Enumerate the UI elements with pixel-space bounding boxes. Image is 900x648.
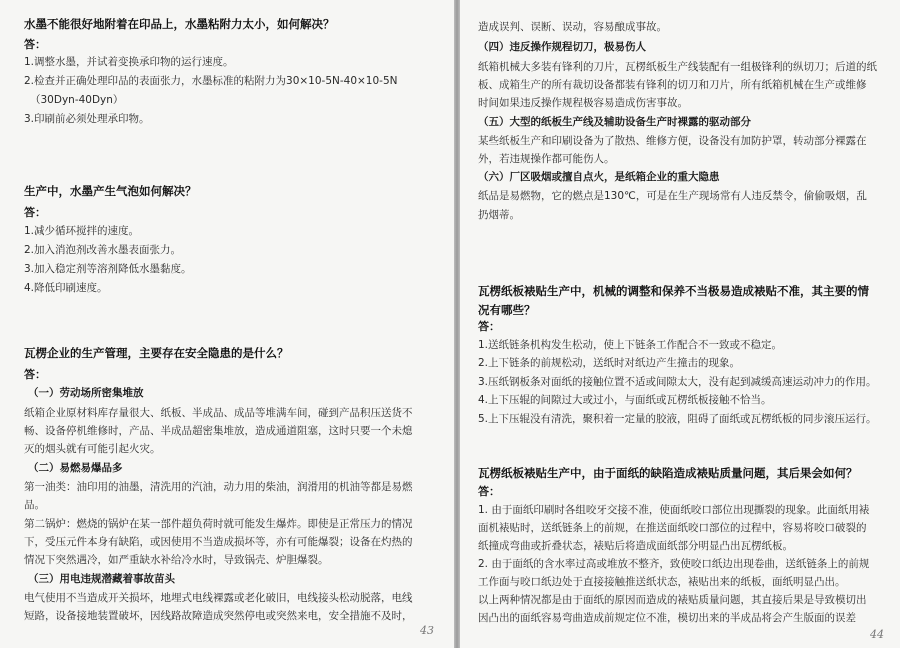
paragraph-line: 灭的烟头就有可能引起火灾。 bbox=[24, 443, 161, 455]
answer-line: 3.加入稳定剂等溶剂降低水墨黏度。 bbox=[24, 263, 192, 275]
answer-line: 3.压纸钢板条对面纸的接触位置不适或间隙太大，没有起到减缓高速运动冲力的作用。 bbox=[478, 376, 877, 388]
paragraph-line: 品。 bbox=[24, 499, 45, 511]
paragraph-line: 时间如果违反操作规程极容易造成伤害事故。 bbox=[478, 97, 688, 109]
paragraph-line: 情况下突然遇冷，如严重缺水补给冷水时，导致锅壳、炉胆爆裂。 bbox=[24, 554, 329, 566]
subheading: （三）用电违规潜藏着事故苗头 bbox=[28, 573, 175, 585]
answer-line: 4.上下压辊的间隙过大或过小，与面纸或瓦楞纸板接触不恰当。 bbox=[478, 394, 772, 406]
answer-line: 面机裱贴时，送纸链条上的前规，在推送面纸咬口部位的过程中，容易将咬口破裂的 bbox=[478, 522, 867, 534]
answer-line: 工作面与咬口纸边处于直接接触推送纸状态，裱贴出来的纸板，面纸明显凸出。 bbox=[478, 576, 846, 588]
answer-line: 5.上下压辊没有清洗，聚积着一定量的胶液，阻碍了面纸或瓦楞纸板的同步滚压运行。 bbox=[478, 413, 877, 425]
question-safety-hazards: 瓦楞企业的生产管理，主要存在安全隐患的是什么？ bbox=[24, 346, 289, 360]
answer-line: （30Dyn-40Dyn） bbox=[30, 94, 124, 106]
paragraph-line: 第二锅炉：燃烧的锅炉在某一部件超负荷时就可能发生爆炸。即使是正常压力的情况 bbox=[24, 518, 413, 530]
paragraph-line: 电气使用不当造成开关损坏，地埋式电线裸露或老化破旧，电线接头松动脱落，电线 bbox=[24, 592, 413, 604]
question-face-paper-defect: 瓦楞纸板裱贴生产中，由于面纸的缺陷造成裱贴质量问题，其后果会如何？ bbox=[478, 466, 858, 480]
question-ink-bubbles: 生产中，水墨产生气泡如何解决？ bbox=[24, 184, 197, 198]
paragraph-line: 纸箱企业原材料库存量很大、纸板、半成品、成品等堆满车间，碰到产品积压送货不 bbox=[24, 407, 413, 419]
question-misalignment-machine: 瓦楞纸板裱贴生产中，机械的调整和保养不当极易造成裱贴不准，其主要的情 bbox=[478, 284, 869, 298]
question-misalignment-machine-cont: 况有哪些？ bbox=[478, 303, 536, 317]
paragraph-line: 纸箱机械大多装有锋利的刀片，瓦楞纸板生产线装配有一组极锋利的纵切刀；后道的纸 bbox=[478, 61, 877, 73]
answer-line: 1.减少循环搅拌的速度。 bbox=[24, 225, 140, 237]
right-page bbox=[460, 0, 900, 648]
subheading: （四）违反操作规程切刀，极易伤人 bbox=[478, 41, 646, 53]
paragraph-line: 短路，设备接地装置破坏，因线路故障造成突然停电或突然来电，安全措施不及时， bbox=[24, 610, 413, 622]
answer-line: 2.上下链条的前规松动，送纸时对纸边产生撞击的现象。 bbox=[478, 357, 741, 369]
paragraph-line: 外，若违规操作都可能伤人。 bbox=[478, 153, 615, 165]
answer-line: 3.印刷前必须处理承印物。 bbox=[24, 113, 150, 125]
subheading: （六）厂区吸烟或擅自点火，是纸箱企业的重大隐患 bbox=[478, 171, 720, 183]
paragraph-line: 下，受压元件本身有缺陷，或因使用不当造成损坏等，亦有可能爆裂；设备在灼热的 bbox=[24, 536, 413, 548]
question-ink-adhesion: 水墨不能很好地附着在印品上，水墨粘附力太小，如何解决？ bbox=[24, 17, 335, 31]
answer-line: 因凸出的面纸容易弯曲造成前规定位不准，模切出来的半成品将会产生版面的误差 bbox=[478, 612, 856, 624]
answer-line: 2.加入消泡剂改善水墨表面张力。 bbox=[24, 244, 182, 256]
paragraph-line: 纸品是易燃物，它的燃点是130℃，可是在生产现场常有人违反禁令，偷偷吸烟，乱 bbox=[478, 190, 867, 202]
subheading: （二）易燃易爆品多 bbox=[28, 462, 123, 474]
answer-label: 答： bbox=[24, 206, 46, 219]
answer-label: 答： bbox=[24, 38, 46, 51]
answer-label: 答： bbox=[478, 485, 500, 498]
answer-line: 2.检查并正确处理印品的表面张力，水墨标准的粘附力为30×10-5N-40×10-5N bbox=[24, 75, 398, 87]
paragraph-line: 造成误判、误断、误动，容易酿成事故。 bbox=[478, 21, 667, 33]
subheading: （一）劳动场所密集堆放 bbox=[28, 387, 144, 399]
subheading: （五）大型的纸板生产线及辅助设备生产时裸露的驱动部分 bbox=[478, 116, 751, 128]
paragraph-line: 畅、设备停机维修时，产品、半成品超密集堆放，造成通道阻塞，这时只要一个未熄 bbox=[24, 425, 413, 437]
answer-line: 2. 由于面纸的含水率过高或堆放不整齐，致使咬口纸边出现卷曲，送纸链条上的前规 bbox=[478, 558, 870, 570]
page-number: 43 bbox=[420, 624, 434, 637]
page-number: 44 bbox=[870, 628, 884, 641]
answer-label: 答： bbox=[478, 320, 500, 333]
answer-line: 纸撞成弯曲或折叠状态，裱贴后将造成面纸部分明显凸出瓦楞纸板。 bbox=[478, 540, 793, 552]
paragraph-line: 第一油类：油印用的油墨，清洗用的汽油，动力用的柴油，润滑用的机油等都是易燃 bbox=[24, 481, 413, 493]
answer-line: 以上两种情况都是由于面纸的原因而造成的裱贴质量问题，其直接后果是导致模切出 bbox=[478, 594, 867, 606]
paragraph-line: 某些纸板生产和印刷设备为了散热、维修方便，设备没有加防护罩，转动部分裸露在 bbox=[478, 135, 867, 147]
answer-line: 1. 由于面纸印刷时各组咬牙交接不准，使面纸咬口部位出现撕裂的现象。此面纸用裱 bbox=[478, 504, 870, 516]
paragraph-line: 扔烟蒂。 bbox=[478, 209, 520, 221]
answer-line: 1.调整水墨，并试着变换承印物的运行速度。 bbox=[24, 56, 234, 68]
answer-label: 答： bbox=[24, 368, 46, 381]
paragraph-line: 板、成箱生产的所有裁切设备都装有锋利的切刀和刀片，所有纸箱机械在生产或维修 bbox=[478, 79, 867, 91]
answer-line: 4.降低印刷速度。 bbox=[24, 282, 108, 294]
answer-line: 1.送纸链条机构发生松动，使上下链条工作配合不一致或不稳定。 bbox=[478, 339, 783, 351]
